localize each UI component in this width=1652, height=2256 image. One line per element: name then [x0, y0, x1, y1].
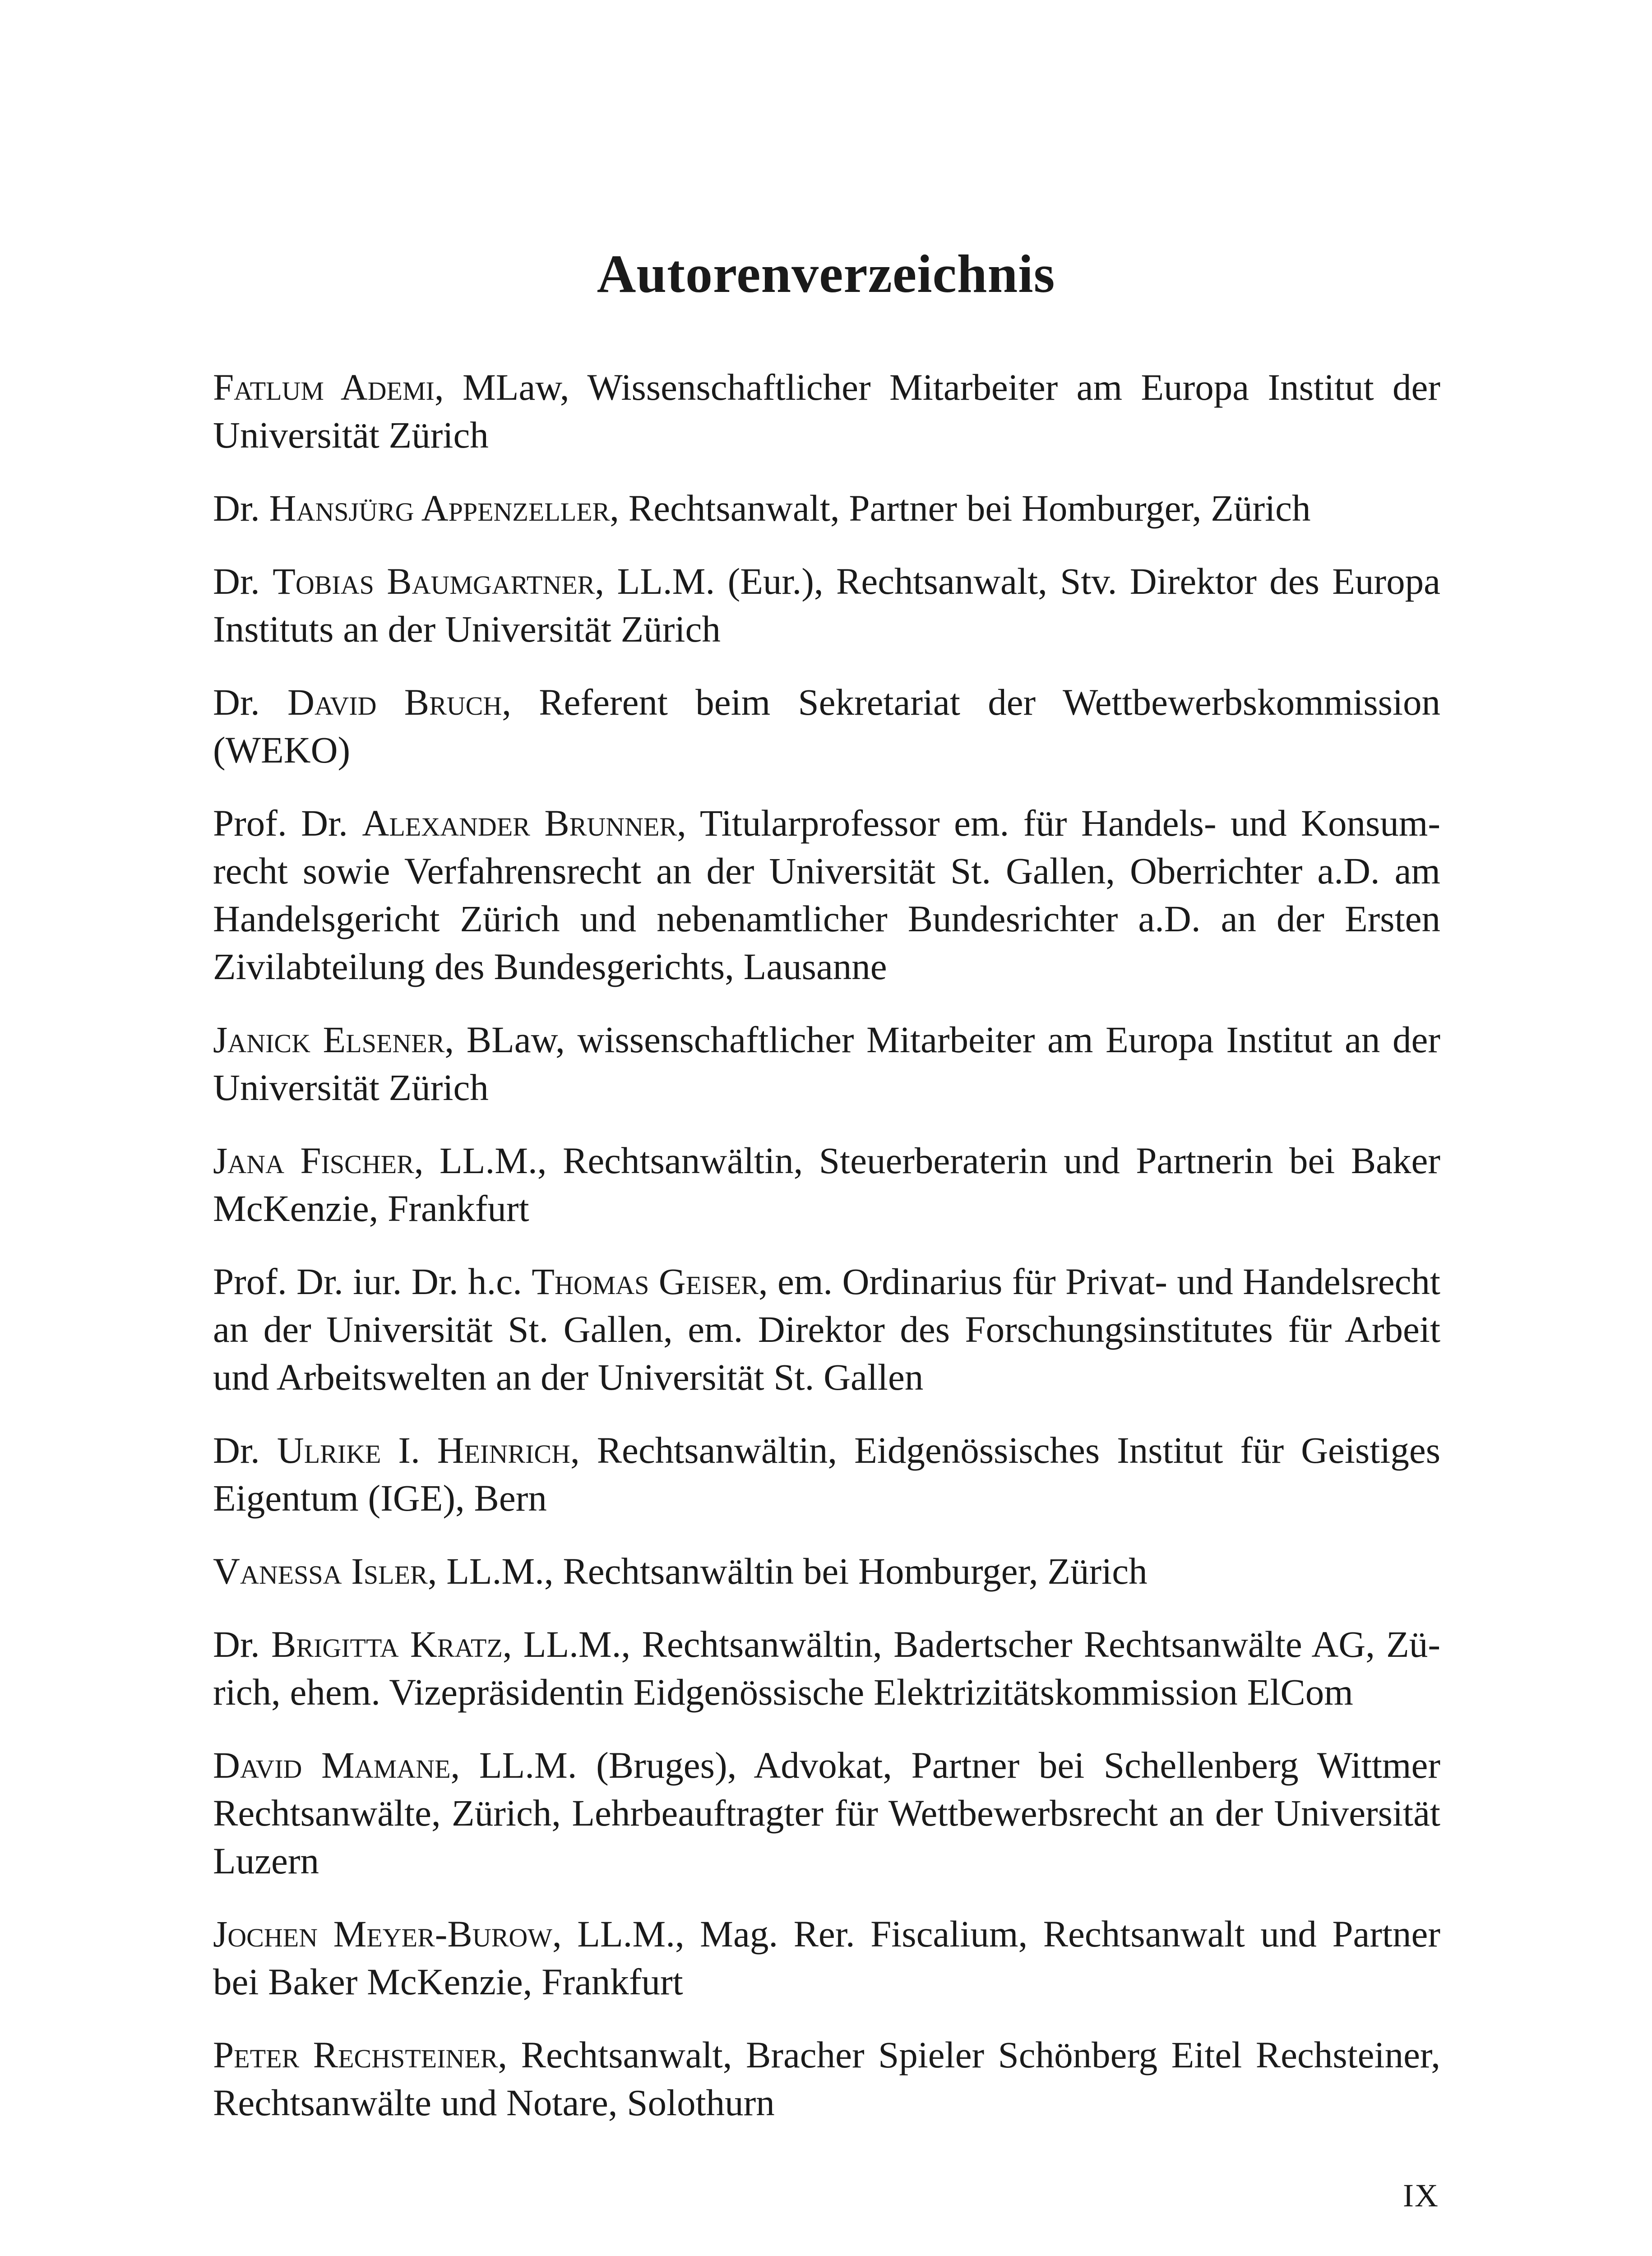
author-prefix: Dr.: [213, 1429, 277, 1471]
author-name: Jana Fischer: [213, 1140, 414, 1181]
author-description: , LL.M. (Bruges), Advokat, Partner bei Schellenberg Wittmer Rechtsanwälte, Zürich, Lehrbeauftragter für Wettbewerbsrecht an der Universität Luzern: [213, 1744, 1440, 1882]
author-prefix: Dr.: [213, 487, 269, 529]
author-name: Thomas Geiser: [532, 1261, 759, 1302]
page-title: Autorenverzeichnis: [597, 244, 1055, 304]
author-name: Jochen Meyer-Burow: [213, 1913, 552, 1955]
author-description: , LL.M., Rechtsanwältin, Badertscher Rechtsanwälte AG, Zürich, ehem. Vizepräsidentin Eidgenössische Elektrizitätskommission ElCom: [213, 1623, 1441, 1713]
author-name: Fatlum Ademi: [213, 366, 435, 408]
author-description: , Rechtsanwältin, Eidgenössisches Institut für Geistiges Eigentum (IGE), Bern: [213, 1429, 1441, 1519]
author-description: , LL.M., Rechtsanwältin, Steuerberaterin und Partnerin bei Baker McKenzie, Frankfurt: [213, 1140, 1441, 1229]
author-entry: [213, 363, 1440, 459]
author-description: , em. Ordinarius für Privat- und Handelsrecht an der Universität St. Gallen, em. Direktor des Forschungsinstitutes für Arbeit und Arbeitswelten an der Universität St. Gallen: [213, 1261, 1440, 1398]
author-description: , LL.M., Rechtsanwältin bei Homburger, Zürich: [427, 1550, 1148, 1592]
author-name: Janick Elsener: [213, 1019, 445, 1060]
author-entry: [213, 2031, 1440, 2127]
author-prefix: Dr.: [213, 681, 288, 723]
page-number: IX: [1403, 2177, 1439, 2214]
author-entry: [213, 484, 1440, 532]
author-name: Peter Rechsteiner: [213, 2034, 498, 2076]
author-description: , Rechtsanwalt, Bracher Spieler Schönberg Eitel Rechsteiner, Rechtsanwälte und Notare, Solothurn: [213, 2034, 1440, 2123]
author-name: Brigitta Kratz: [271, 1623, 503, 1665]
author-entry: [213, 557, 1440, 653]
author-entry: [213, 678, 1440, 774]
author-entry: [213, 799, 1440, 990]
author-description: , MLaw, Wissenschaftlicher Mitarbeiter am Europa Institut der Universität Zürich: [213, 366, 1440, 456]
author-name: Hansjürg Appenzeller: [269, 487, 610, 529]
author-entry: [213, 1137, 1440, 1232]
author-list: [213, 363, 1440, 2152]
author-prefix: Dr.: [213, 560, 273, 602]
author-entry: [213, 1016, 1440, 1111]
author-entry: [213, 1741, 1440, 1885]
author-prefix: Dr.: [213, 1623, 271, 1665]
author-name: David Mamane: [213, 1744, 451, 1786]
author-description: , Rechtsanwalt, Partner bei Homburger, Zürich: [610, 487, 1311, 529]
author-description: , Referent beim Sekretariat der Wettbewerbskommission (WEKO): [213, 681, 1440, 771]
author-name: Ulrike I. Heinrich: [277, 1429, 570, 1471]
author-description: , LL.M., Mag. Rer. Fiscalium, Rechtsanwalt und Partner bei Baker McKenzie, Frankfurt: [213, 1913, 1440, 2002]
author-entry: [213, 1426, 1440, 1522]
author-description: , LL.M. (Eur.), Rechtsanwalt, Stv. Direktor des Europa Instituts an der Universität Zürich: [213, 560, 1440, 650]
author-prefix: Prof. Dr. iur. Dr. h.c.: [213, 1261, 532, 1302]
author-name: David Bruch: [287, 681, 502, 723]
author-name: Alexander Brunner: [362, 802, 677, 844]
author-prefix: Prof. Dr.: [213, 802, 362, 844]
author-entry: [213, 1620, 1440, 1716]
author-entry: [213, 1257, 1440, 1401]
author-description: , BLaw, wissenschaftlicher Mitarbeiter am Europa Institut an der Universität Zürich: [213, 1019, 1441, 1108]
author-name: Tobias Baumgartner: [273, 560, 595, 602]
author-description: , Titularprofessor em. für Handels- und Konsumrecht sowie Verfahrensrecht an der Universität St. Gallen, Oberrichter a.D. am Handelsgericht Zürich und nebenamtlicher Bundesrichter a.D. an der Ersten Zivilabteilung des Bundesgerichts, Lausanne: [213, 802, 1440, 987]
author-name: Vanessa Isler: [213, 1550, 428, 1592]
author-entry: [213, 1547, 1440, 1595]
author-entry: [213, 1910, 1440, 2006]
